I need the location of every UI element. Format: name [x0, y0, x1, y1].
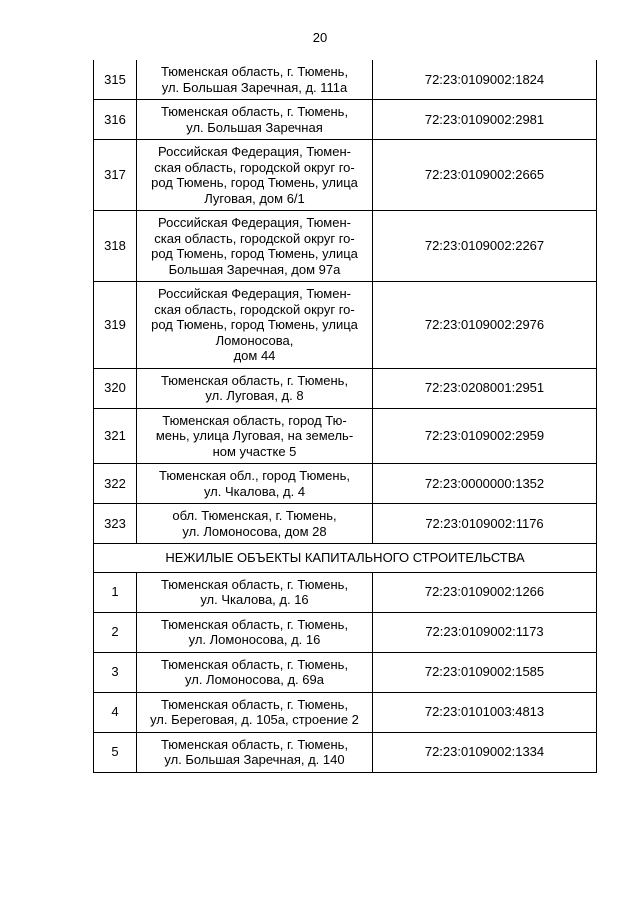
row-number: 318	[94, 211, 137, 282]
table-row	[94, 140, 597, 211]
table-row	[94, 100, 597, 140]
table-row	[94, 211, 597, 282]
row-number: 322	[94, 464, 137, 504]
row-address: Тюменская область, г. Тюмень, ул. Большая Заречная	[137, 100, 373, 140]
table-row	[94, 572, 597, 612]
row-address: Тюменская обл., город Тюмень, ул. Чкалова, д. 4	[137, 464, 373, 504]
property-table	[93, 60, 597, 773]
row-cadastral-number: 72:23:0109002:2976	[373, 282, 597, 369]
table-row	[94, 60, 597, 100]
row-number: 315	[94, 60, 137, 100]
row-address: Российская Федерация, Тюмен- ская область, городской округ го- род Тюмень, город Тюмень, улица Луговая, дом 6/1	[137, 140, 373, 211]
row-address: Тюменская область, г. Тюмень, ул. Чкалова, д. 16	[137, 572, 373, 612]
row-number: 320	[94, 368, 137, 408]
table-row	[94, 612, 597, 652]
table-row	[94, 282, 597, 369]
row-address: Российская Федерация, Тюмен- ская область, городской округ го- род Тюмень, город Тюмень, улица Ломоносова, дом 44	[137, 282, 373, 369]
section-title: НЕЖИЛЫЕ ОБЪЕКТЫ КАПИТАЛЬНОГО СТРОИТЕЛЬСТВА	[94, 544, 597, 573]
row-address: Тюменская область, г. Тюмень, ул. Ломоносова, д. 69а	[137, 652, 373, 692]
row-address: Тюменская область, город Тю- мень, улица Луговая, на земель- ном участке 5	[137, 408, 373, 464]
row-cadastral-number: 72:23:0109002:1824	[373, 60, 597, 100]
row-cadastral-number: 72:23:0109002:1334	[373, 732, 597, 772]
row-address: обл. Тюменская, г. Тюмень, ул. Ломоносова, дом 28	[137, 504, 373, 544]
row-number: 2	[94, 612, 137, 652]
table-row	[94, 368, 597, 408]
row-address: Тюменская область, г. Тюмень, ул. Луговая, д. 8	[137, 368, 373, 408]
row-address: Российская Федерация, Тюмен- ская область, городской округ го- род Тюмень, город Тюмень, улица Большая Заречная, дом 97а	[137, 211, 373, 282]
row-cadastral-number: 72:23:0208001:2951	[373, 368, 597, 408]
row-number: 5	[94, 732, 137, 772]
row-address: Тюменская область, г. Тюмень, ул. Большая Заречная, д. 140	[137, 732, 373, 772]
row-cadastral-number: 72:23:0109002:1176	[373, 504, 597, 544]
row-cadastral-number: 72:23:0000000:1352	[373, 464, 597, 504]
row-cadastral-number: 72:23:0109002:1266	[373, 572, 597, 612]
row-number: 1	[94, 572, 137, 612]
row-address: Тюменская область, г. Тюмень, ул. Большая Заречная, д. 111а	[137, 60, 373, 100]
row-cadastral-number: 72:23:0109002:2981	[373, 100, 597, 140]
row-number: 319	[94, 282, 137, 369]
row-number: 323	[94, 504, 137, 544]
row-number: 317	[94, 140, 137, 211]
table-row	[94, 692, 597, 732]
row-cadastral-number: 72:23:0109002:2267	[373, 211, 597, 282]
row-address: Тюменская область, г. Тюмень, ул. Ломоносова, д. 16	[137, 612, 373, 652]
row-number: 3	[94, 652, 137, 692]
table-row	[94, 732, 597, 772]
page-number: 20	[312, 30, 328, 45]
row-cadastral-number: 72:23:0109002:1585	[373, 652, 597, 692]
table-row	[94, 464, 597, 504]
row-cadastral-number: 72:23:0109002:1173	[373, 612, 597, 652]
row-cadastral-number: 72:23:0109002:2665	[373, 140, 597, 211]
table-row	[94, 504, 597, 544]
row-cadastral-number: 72:23:0101003:4813	[373, 692, 597, 732]
table-row	[94, 408, 597, 464]
row-address: Тюменская область, г. Тюмень, ул. Береговая, д. 105а, строение 2	[137, 692, 373, 732]
row-cadastral-number: 72:23:0109002:2959	[373, 408, 597, 464]
table-row	[94, 652, 597, 692]
section-header-row	[94, 544, 597, 573]
row-number: 4	[94, 692, 137, 732]
row-number: 316	[94, 100, 137, 140]
row-number: 321	[94, 408, 137, 464]
